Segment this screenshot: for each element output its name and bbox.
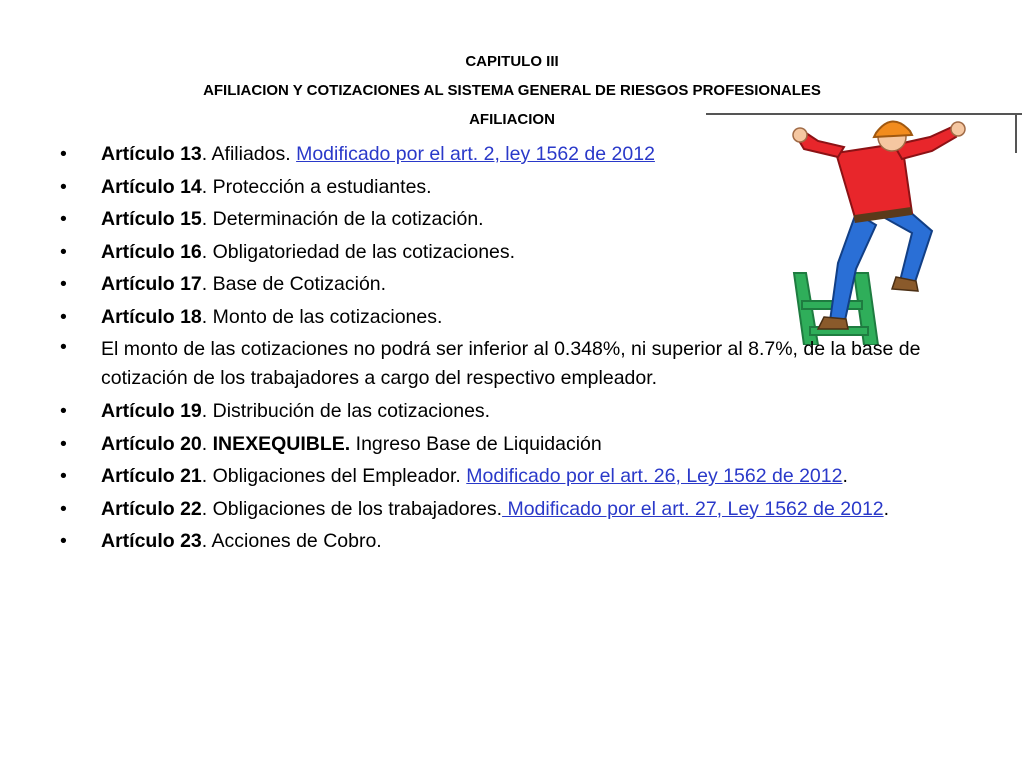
article-text: . Protección a estudiantes.	[201, 175, 432, 198]
article-tail: .	[842, 465, 848, 487]
article-text: . Afiliados.	[201, 143, 297, 165]
article-label: Artículo 19	[101, 400, 202, 422]
inexequible-label: INEXEQUIBLE.	[212, 432, 351, 455]
article-text: El monto de las cotizaciones no podrá ser inferior al 0.348%, ni superior al 8.7%, de la base de cotización de los trabajadores a cargo del respectivo empleador.	[101, 338, 921, 389]
article-text: Ingreso Base de Liquidación	[350, 432, 602, 455]
article-label: Artículo 18	[101, 305, 202, 328]
article-text: . Base de Cotización.	[201, 273, 387, 295]
article-label: Artículo 20	[101, 432, 202, 455]
article-label: Artículo 15	[101, 208, 202, 230]
amendment-link[interactable]: Modificado por el art. 27, Ley 1562 de 2012	[502, 497, 884, 520]
article-text: . Obligatoriedad de las cotizaciones.	[201, 240, 516, 263]
article-text: .	[201, 432, 213, 455]
article-label: Artículo 22	[101, 497, 202, 520]
chapter-heading: CAPITULO III	[465, 53, 559, 70]
article-label: Artículo 21	[101, 465, 202, 487]
list-item	[60, 428, 960, 461]
list-item	[60, 268, 960, 301]
chapter-title: AFILIACION Y COTIZACIONES AL SISTEMA GENERAL DE RIESGOS PROFESIONALES	[203, 82, 821, 99]
article-text: . Obligaciones del Empleador.	[201, 465, 467, 487]
article-text: . Distribución de las cotizaciones.	[201, 400, 491, 422]
article-label: Artículo 13	[101, 143, 202, 165]
list-item	[60, 460, 960, 493]
article-label: Artículo 23	[101, 530, 202, 552]
article-tail: .	[883, 497, 890, 520]
article-text: . Obligaciones de los trabajadores.	[201, 497, 503, 520]
article-text: . Acciones de Cobro.	[201, 530, 382, 552]
amendment-link[interactable]: Modificado por el art. 2, ley 1562 de 2012	[296, 143, 655, 165]
amendment-link[interactable]: Modificado por el art. 26, Ley 1562 de 2012	[466, 465, 843, 487]
list-item	[60, 525, 960, 558]
list-item	[60, 493, 960, 526]
list-item	[60, 301, 960, 334]
list-item	[60, 236, 960, 269]
list-item	[60, 171, 960, 204]
article-label: Artículo 17	[101, 273, 202, 295]
list-item	[60, 333, 960, 395]
article-text: . Monto de las cotizaciones.	[201, 305, 443, 328]
section-heading: AFILIACION	[469, 111, 555, 128]
list-item	[60, 395, 960, 428]
list-item	[60, 203, 960, 236]
article-list	[60, 138, 960, 558]
list-item	[60, 138, 960, 171]
article-label: Artículo 14	[101, 175, 202, 198]
article-label: Artículo 16	[101, 240, 202, 263]
article-text: . Determinación de la cotización.	[201, 208, 484, 230]
